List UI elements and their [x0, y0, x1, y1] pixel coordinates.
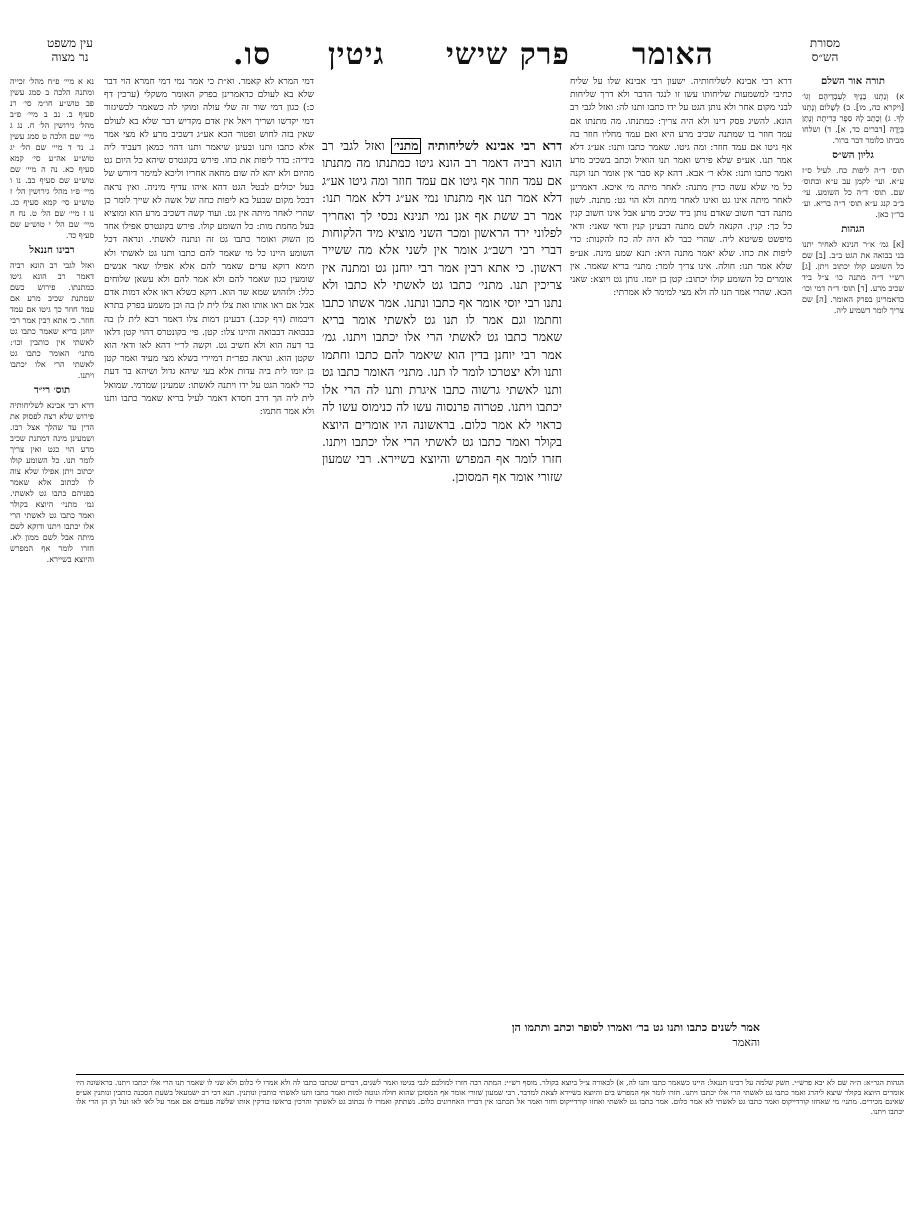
tractate-name: גיטין — [328, 37, 385, 72]
rabbeinu-chananel-text: ואזל לגבי רב הונא רביה דאמר רב הונא גיטו כמתנתו. פירוש כשם שמתנת שכיב מרע אם עמד חוזר כך גיטו אם עמד חוזר. כי אתא רבין אמר רבי יוחנן בריא שאמר כתבו גט לאשתי אין כותבין וכו׳: מתני׳ האומר כתבו גט לאשתי הרי אלו יכתבו ויתנו. — [10, 261, 94, 380]
mishnah-marker: מתני׳ — [391, 138, 422, 154]
hagahot-heading: הגהות — [841, 224, 865, 235]
footer-divider — [76, 1074, 904, 1075]
masoret-bottom: הש״ס — [811, 50, 839, 64]
footer-text: הגהות הגר״א: ה״ה שם לא יבא פרש״י. חשק שלמה על רבינו חננאל: היינו כשאמר כתבו ותנו לה, א) לכאורה צ״ל ביוצא בקולר. מוסף רש״י: המתה רבה חזרו למולכם לגבי בגיטו ואמר לשנים, דברים שכתבו כתבו לה ולא אמרו לי כלום ולא שני לו שאמר תנו הרי אלו יכתבו ויתנו. בראשונה היו אומרים היוצא בקולר שיצא ליהרג ואמר כתבו גט לאשתי הרי אלו יכתבו ויתנו. חזרו לומר אף המפרש בים והיוצא בשיירא לצאת למדבר. רבי שמעון שזורי אומר אף המסוכן שהוא חולה ונוטה למות ואמר כתבו ותנו לאשתי כותבין ונותנין. תנא דבי רב ישמעאל בשעת הסכנה כותבין ונותנין אע״פ שאינם מכירים. מתני׳ מי שאחזו קורדייקוס ואמר כתבו גט לאשתי לא אמר כלום. אמר כתבו גט לאשתי ואחזו קורדייקוס וחזר ואמר אל תכתבו אין דבריו האחרונים כלום. נשתתק ואמרו לו נכתוב גט לאשתך והרכין בראשו בודקין אותו שלשה פעמים אם אמר על לאו לאו ועל הן הן הרי אלו יכתבו ויתנו. — [76, 1078, 904, 1116]
gilyon-heading: גליון הש״ס — [832, 150, 874, 161]
torah-or-text: א) וְנַתְנוּ בָנֶיךָ לְעַבְדֵיהֶם וְגוֹ׳ [ויקרא כה, מו]. ב) לְשָׁלוֹם וְנָתְנוּ לְךָ. ג) וְכָתַב לָהּ סֵפֶר כְּרִיתֻת וְנָתַן בְּיָדָהּ [דברים כד, א]. ד) ושלחו מביתו כלומר דבר ברור. — [802, 92, 904, 145]
footer-notes — [76, 1078, 904, 1198]
ein-mishpat-bottom: נר מצוה — [51, 50, 89, 64]
tosafot-rid-text: דרא רבי אבינא לשליחותיה פירוש שלא רצה לפסוק את הדין עד שהלך אצל רבו. ושמעינן מינה דמתנת שכיב מרע הוי כגט ואין צריך לומר תנו. כל השומע קולו יכתוב ויתן אפילו שלא צוה לו לכתוב אלא שאמר בפניהם כתבו גט לאשתי. גמ׳ מתני׳ היוצא בקולר ואמר כתבו גט לאשתי הרי אלו יכתבו ויתנו ודוקא לשם מיתה אבל לשם ממון לא. חזרו לומר אף המפרש והיוצא בשיירא. — [10, 401, 94, 564]
gemara-opening: דרא רבי אבינא לשליחותיה — [427, 139, 562, 153]
continuation-line-2: והאמר — [732, 1036, 760, 1049]
continuation-line-1: אמר לשנים כתבו ותנו גט בר׳ ואמרו לסופר וכתב ותתמו הן — [511, 1021, 760, 1034]
chapter-title: האומר — [632, 37, 714, 72]
masoret-top: מסורת — [809, 36, 841, 50]
rabbeinu-chananel-heading: רבינו חננאל — [29, 245, 75, 256]
chapter-number: פרק שישי — [446, 37, 570, 72]
torah-or-heading: תורה אור השלם — [821, 76, 885, 87]
gemara-continuation — [330, 1020, 760, 1060]
daf-number: סו. — [233, 37, 272, 72]
page-header — [0, 38, 914, 72]
gemara-column — [322, 138, 562, 1018]
tosafot-column — [104, 76, 314, 1076]
ein-mishpat-text: נא א מיי׳ פ״ח מהל׳ זכייה ומתנה הלכה ב סמג עשין פב טוש״ע חו״מ סי׳ רנ סעיף ב. נב ב מיי׳ פ״ב מהל׳ גירושין הל׳ ח. נג ג מיי׳ שם הלכה ט סמג עשין נ. נד ד מיי׳ שם הל׳ יג טוש״ע אה״ע סי׳ קמא סעיף כא. נה ה מיי׳ שם טוש״ע שם סעיף כב. נו ו מיי׳ פ״ו מהל׳ גירושין הל׳ ז טוש״ע סי׳ קמא סעיף כג. נז ז מיי׳ שם הל׳ ט. נח ח מיי׳ שם הל׳ י טוש״ע שם סעיף כד. — [10, 77, 94, 240]
masoret-label — [790, 36, 860, 64]
ein-mishpat-top: עין משפט — [47, 36, 93, 50]
left-margin-column — [10, 76, 94, 1076]
tosafot-rid-heading: תוס׳ רי״ד — [33, 385, 71, 396]
hagahot-text: [א] גמ׳ א״ר חנינא לאחיר יתנו בני בבואה את הגט ב״ב. [ב] שם כל השומע קולו יכתוב ויתן. [ג] רש״י ד״ה מתנה כו׳ צ״ל ביד שכיב מרע. [ד] תוס׳ ד״ה דמי וכו׳ כדאמרינן בפרק האומר. [ה] שם צריך לומר דשמיע ליה. — [802, 240, 904, 315]
gemara-body: ואזל לגבי רב הונא רביה דאמר רב הונא גיטו כמתנתו מה מתנתו אם עמד חוזר אף גיטו אם עמד חוזר ומה גיטו אע״ג דלא אמר תנו אף מתנתו נמי אע״ג דלא אמר תנו: אמר רב ששת אף אנן נמי תנינא נכסי לך ואחריך לפלוני ירד הראשון ומכר השני מוציא מיד הלקוחות דברי רבי רשב״ג אומר אין לשני אלא מה ששייר ראשון. כי אתא רבין אמר רבי יוחנן גט ומתנה אין צריכין תנו. מתני׳ כתבו גט לאשתי לא כתבו ולא נתנו רבי יוסי אומר אף כתבו ונתנו. אמר אשתו כתבו וחתמו וגם אמר לו תנו גט לאשתי אומר בריא שאמר כתבו גט לאשתי הרי אלו יכתבו ויתנו. גמ׳ אמר רבי יוחנן בדין הוא שיאמר להם כתבו וחתמו ותנו ולא יצטרכו לומר לו תנו. מתני׳ האומר כתבו גט ותנו לאשתי גרשוה כתבו איגרת ותנו לה הרי אלו יכתבו ויתנו. פטרוה פרנסוה עשו לה כנימוס עשו לה כראוי לא אמר כלום. בראשונה היו אומרים היוצא בקולר ואמר כתבו גט לאשתי הרי אלו יכתבו ויתנו. חזרו לומר אף המפרש והיוצא בשיירא. רבי שמעון שזורי אומר אף המסוכן. — [322, 139, 562, 484]
gemara-text — [322, 138, 562, 486]
gilyon-text: תוס׳ ד״ה ליפות כח. לעיל ס״ז ע״א. ועי׳ לקמן עב ע״א ובתוס׳ שם. תוס׳ ד״ה כל השומע. עי׳ ב״ב קנג ע״א תוס׳ ד״ה בריא. וע׳ בר״ן כאן. — [802, 166, 904, 219]
ein-mishpat-label — [40, 36, 100, 64]
rashi-text: דרא רבי אבינא לשליחותיה. ישעון רבי אבינא שלו על שליח כתיבי למשמעות שליחותו עשו זו לנגד הדבר ולא דרך שליחות לבני מקום אחר ולא נותן הגט על ידו כתבו ותנו לה: ואזל לגבי רב הונא. להשיג פסק דינו ולא היה צריך: כמתנתו. מה מתנתו אם עמד חוזר בו שמתנה שכיב מרע היא ואם עמד מחליו חוזר בה אף גיטו אם עמד חוזר: ומה גיטו. שאמר כתבו ותנו: אע״ג דלא אמר תנו. אע״פ שלא פירש ואמר תנו הואיל וכתב בשכיב מרע ואמר כתבו ותנו: אלא ר׳ אבא. דהא קא סבר אין אומר תנו וקנה כל מי שלא עשה כדין מתנה: לאחר מיתה מי איכא. דאמרינן לאחר מיתה אינו גט ואינו לאחר מיתה ולא הוי גט: מתנה. לשון מתנה דבר חשוב שאדם נותן ביד שכיב מרע אבל אינו חשוב קנין כל כך: קנין. הקנאה לשם מתנה דבעינן קנין ודאי שאני: ודאי מיפשט פשיטא ליה. שהרי כבר לא היה לה כח להקנות: כדי ליפות את כחו. שלא יאמר מתנה היא: תנא שמע מינה. אע״פ שלא אמר תנו: חולה. אינו צריך לומר: מתני׳ בריא שאמר. אין אומרים כל השומע קולו יכתוב: קטן בן יומו. נותן גט ויוצא: שאני הכא. שהרי אמר תנו לה ולא מצי למימר לא אמרתי: — [570, 77, 792, 299]
right-margin-column — [802, 76, 904, 996]
tosafot-text: דמי המרא לא קאמר. וא״ת כי אמר נמי דמי חמרא הוי דבר שלא בא לעולם כדאמרינן בפרק האומר משקלי (ערכין דף כ:) כגון דמי שור זה שלי עולה ומוקי לה כשאמר לכשיגזור דמי יקדשו ושריך ויאל אין אדם מקדיש דבר שלא בא לעולם שאין בזה לחוש ופטור הכא אע״ג דשכיב מרע לא מצי אמר אלא כתבו ותנו ובעינן שיאמר ותנו דהוי כמאן דעביד ליה בידיה: בדר ליפות את כחו. פירש בקונטרס שיהא כל היום גט מהיום ולא יהא לה שום מחאה אחריו וליכא למימר דיורש של בעל יכולים לבטל הגט דהא איהו עדיף מיניה. ואין נראה דבכל מקום שבעל בא ליפות כחה של אשה לא שייך לומר כן שהרי לאחר מיתה אין גט. ועוד קשה דשכיב מרע הוא ומוציא בעל מחמת מות: כל השומע קולו. פירש בקונטרס אפילו אחד מן השוק ואומר כתבו גט זה ונתנה לאשתי. ונראה דכל השומע היינו כל מי שאמר להם כתבו ותנו גט לאשתי ולא תימא דוקא עדים שאמר להם אלא אפילו שאר אנשים שומעין כגון שאמר להם ולא אמר להם ולא עשאן שלוחים כלל: ולזהוש שמא שד הוא. דוקא כשלא ראו אלא דמות אדם אבל אם ראו אותו ואת צלו לית לן בה וכן משמע בפרק בתרא דיבמות (דף קכב.) דבעינן דמות צלו דאמר רבא לית לן בה בבבואה דבבואה והיינו צלו: קטן. פי׳ בקונטרס דהוי קטן דלאו בר דעה הוא ולא חשיב גט. וקשה לר״י דהא לאו ודאי הוא שקטן הוא. ונראה כפר״ת דמיירי בשלא מצי מעיד ואמר קטן בן יומו לית ביה עדות אלא בעי שיהא גדול ושיהא בר דעת כדי לאמר הגט על ידו ויתנה לאשתו: שמעינן שמדמי. שמואל לית ליה הך דרב חסדא דאמר לעיל בריא שאמר כתבו ותנו ולא אמר חתמו: — [104, 77, 314, 418]
rashi-column — [570, 76, 792, 1034]
